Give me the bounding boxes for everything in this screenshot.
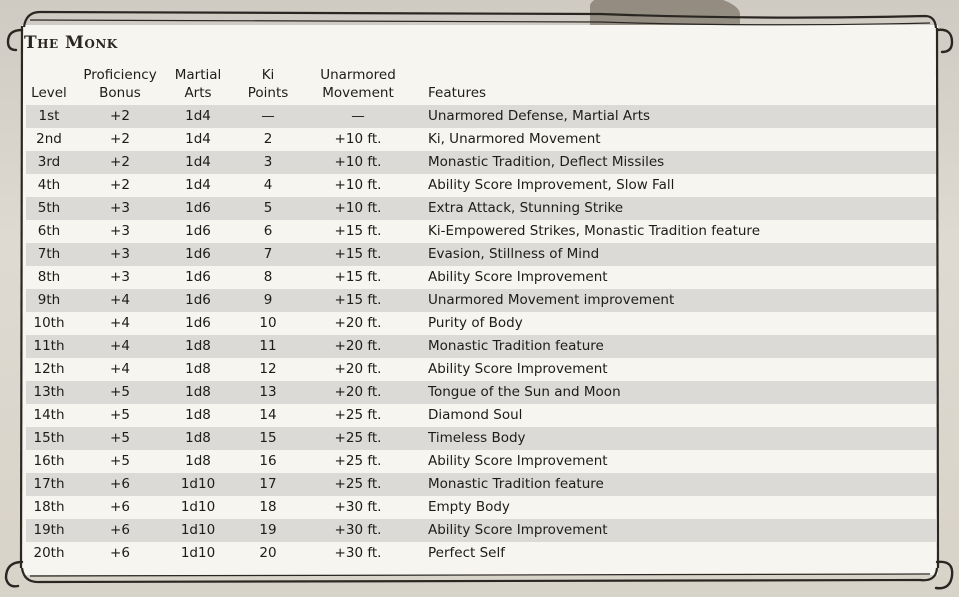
- cell-features: Unarmored Defense, Martial Arts: [408, 105, 936, 128]
- cell-proficiency: +2: [110, 177, 130, 193]
- cell-martial-arts: 1d6: [185, 269, 211, 285]
- cell-features: Purity of Body: [428, 315, 523, 331]
- cell-proficiency: +3: [72, 197, 168, 220]
- cell-martial-arts: 1d4: [168, 151, 228, 174]
- page-title: The Monk: [24, 33, 118, 53]
- column-header-features-label: Features: [428, 85, 487, 101]
- cell-proficiency: +2: [72, 105, 168, 128]
- cell-features: Tongue of the Sun and Moon: [408, 381, 936, 404]
- cell-ki-points: 12: [259, 361, 277, 377]
- cell-proficiency: +6: [72, 473, 168, 496]
- table-row: [26, 197, 936, 220]
- cell-movement: +10 ft.: [334, 131, 382, 147]
- cell-movement: +25 ft.: [308, 473, 408, 496]
- cell-ki-points: 19: [228, 519, 308, 542]
- cell-movement: +30 ft.: [334, 499, 382, 515]
- cell-ki-points: 3: [228, 151, 308, 174]
- cell-proficiency: +4: [110, 361, 130, 377]
- table-row: [26, 312, 936, 335]
- cell-level: 9th: [26, 289, 72, 312]
- cell-movement: +20 ft.: [334, 361, 382, 377]
- column-header-level-label: Level: [31, 85, 67, 101]
- cell-proficiency: +5: [72, 381, 168, 404]
- column-header-features: [408, 62, 936, 105]
- cell-martial-arts: 1d4: [168, 105, 228, 128]
- table-row: [26, 473, 936, 496]
- cell-martial-arts: 1d8: [168, 381, 228, 404]
- cell-martial-arts: 1d4: [185, 177, 211, 193]
- table-row: [26, 542, 936, 565]
- cell-features: Perfect Self: [428, 545, 505, 561]
- cell-movement: +15 ft.: [334, 269, 382, 285]
- table-row: [26, 266, 936, 289]
- cell-movement: +25 ft.: [334, 453, 382, 469]
- table-header: [26, 62, 936, 105]
- cell-features: Monastic Tradition feature: [408, 473, 936, 496]
- column-header-ki-line1: Ki: [261, 67, 275, 83]
- table-row: [26, 220, 936, 243]
- cell-proficiency: +4: [72, 289, 168, 312]
- table-row: [26, 174, 936, 197]
- cell-proficiency: +5: [72, 427, 168, 450]
- cell-features: Ability Score Improvement: [428, 453, 608, 469]
- cell-movement: +20 ft.: [334, 315, 382, 331]
- cell-movement: +25 ft.: [334, 407, 382, 423]
- cell-features: Ki, Unarmored Movement: [428, 131, 601, 147]
- cell-features: Empty Body: [428, 499, 510, 515]
- cell-movement: +30 ft.: [308, 519, 408, 542]
- cell-features: Ki-Empowered Strikes, Monastic Tradition feature: [428, 223, 760, 239]
- cell-level: 4th: [37, 177, 61, 193]
- cell-movement: +25 ft.: [308, 427, 408, 450]
- cell-ki-points: 16: [259, 453, 277, 469]
- cell-features: Monastic Tradition feature: [408, 335, 936, 358]
- cell-movement: +15 ft.: [308, 289, 408, 312]
- column-header-proficiency-line2: Bonus: [99, 85, 141, 101]
- cell-proficiency: +3: [110, 269, 130, 285]
- cell-level: 11th: [26, 335, 72, 358]
- cell-martial-arts: 1d10: [180, 499, 216, 515]
- column-header-ki: [228, 62, 308, 105]
- cell-movement: +30 ft.: [334, 545, 382, 561]
- table-row: [26, 381, 936, 404]
- cell-ki-points: 14: [259, 407, 277, 423]
- cell-level: 10th: [33, 315, 65, 331]
- cell-level: 5th: [26, 197, 72, 220]
- table-row: [26, 519, 936, 542]
- table-row: [26, 243, 936, 266]
- cell-martial-arts: 1d4: [185, 131, 211, 147]
- table-body: [26, 105, 936, 565]
- cell-features: Diamond Soul: [428, 407, 523, 423]
- cell-movement: +10 ft.: [334, 177, 382, 193]
- cell-proficiency: +4: [72, 335, 168, 358]
- cell-level: 14th: [33, 407, 65, 423]
- cell-martial-arts: 1d8: [168, 335, 228, 358]
- cell-features: Ability Score Improvement, Slow Fall: [428, 177, 675, 193]
- column-header-proficiency: [72, 62, 168, 105]
- cell-features: Ability Score Improvement: [428, 269, 608, 285]
- cell-movement: —: [308, 105, 408, 128]
- column-header-martial-arts-line1: Martial: [174, 67, 222, 83]
- header-row: [26, 62, 936, 105]
- cell-level: 15th: [26, 427, 72, 450]
- cell-level: 18th: [33, 499, 65, 515]
- cell-martial-arts: 1d10: [180, 545, 216, 561]
- cell-proficiency: +3: [72, 243, 168, 266]
- table-row: [26, 358, 936, 381]
- cell-level: 19th: [26, 519, 72, 542]
- cell-movement: +20 ft.: [308, 381, 408, 404]
- cell-martial-arts: 1d6: [185, 315, 211, 331]
- column-header-ki-line2: Points: [247, 85, 289, 101]
- cell-proficiency: +5: [110, 453, 130, 469]
- cell-martial-arts: 1d6: [168, 243, 228, 266]
- cell-level: 12th: [33, 361, 65, 377]
- cell-ki-points: 20: [259, 545, 277, 561]
- column-header-movement: [308, 62, 408, 105]
- cell-proficiency: +6: [72, 519, 168, 542]
- cell-martial-arts: 1d8: [185, 453, 211, 469]
- cell-martial-arts: 1d8: [168, 427, 228, 450]
- cell-level: 7th: [26, 243, 72, 266]
- cell-ki-points: 9: [228, 289, 308, 312]
- cell-ki-points: 2: [263, 131, 273, 147]
- cell-proficiency: +3: [110, 223, 130, 239]
- cell-level: 13th: [26, 381, 72, 404]
- cell-level: 3rd: [26, 151, 72, 174]
- cell-ki-points: —: [228, 105, 308, 128]
- cell-ki-points: 18: [259, 499, 277, 515]
- table-row: [26, 450, 936, 473]
- cell-proficiency: +4: [110, 315, 130, 331]
- column-header-movement-line1: Unarmored: [320, 67, 396, 83]
- table-row: [26, 105, 936, 128]
- cell-level: 8th: [37, 269, 61, 285]
- column-header-movement-line2: Movement: [322, 85, 394, 101]
- table-row: [26, 404, 936, 427]
- cell-martial-arts: 1d6: [185, 223, 211, 239]
- cell-level: 17th: [26, 473, 72, 496]
- cell-proficiency: +6: [110, 499, 130, 515]
- cell-features: Evasion, Stillness of Mind: [408, 243, 936, 266]
- cell-features: Ability Score Improvement: [408, 519, 936, 542]
- cell-movement: +15 ft.: [308, 243, 408, 266]
- cell-ki-points: 5: [228, 197, 308, 220]
- cell-ki-points: 11: [228, 335, 308, 358]
- cell-features: Timeless Body: [408, 427, 936, 450]
- cell-martial-arts: 1d8: [185, 407, 211, 423]
- cell-martial-arts: 1d6: [168, 289, 228, 312]
- cell-ki-points: 15: [228, 427, 308, 450]
- cell-martial-arts: 1d8: [185, 361, 211, 377]
- cell-ki-points: 17: [228, 473, 308, 496]
- table-row: [26, 335, 936, 358]
- cell-martial-arts: 1d6: [168, 197, 228, 220]
- table-row: [26, 427, 936, 450]
- cell-martial-arts: 1d10: [168, 519, 228, 542]
- cell-ki-points: 6: [263, 223, 273, 239]
- cell-ki-points: 10: [259, 315, 277, 331]
- table-row: [26, 289, 936, 312]
- cell-proficiency: +5: [110, 407, 130, 423]
- cell-martial-arts: 1d10: [168, 473, 228, 496]
- monk-level-table: [26, 62, 936, 565]
- cell-ki-points: 8: [263, 269, 273, 285]
- cell-level: 1st: [26, 105, 72, 128]
- cell-movement: +20 ft.: [308, 335, 408, 358]
- table-row: [26, 128, 936, 151]
- cell-ki-points: 7: [228, 243, 308, 266]
- cell-level: 16th: [33, 453, 65, 469]
- cell-level: 6th: [37, 223, 61, 239]
- cell-level: 20th: [33, 545, 65, 561]
- table-row: [26, 151, 936, 174]
- column-header-martial-arts: [168, 62, 228, 105]
- table-row: [26, 496, 936, 519]
- cell-level: 2nd: [36, 131, 62, 147]
- column-header-level: [26, 62, 72, 105]
- cell-features: Unarmored Movement improvement: [408, 289, 936, 312]
- column-header-proficiency-line1: Proficiency: [83, 67, 157, 83]
- cell-features: Extra Attack, Stunning Strike: [408, 197, 936, 220]
- cell-proficiency: +2: [110, 131, 130, 147]
- column-header-martial-arts-line2: Arts: [184, 85, 212, 101]
- cell-ki-points: 13: [228, 381, 308, 404]
- cell-movement: +15 ft.: [334, 223, 382, 239]
- cell-proficiency: +6: [110, 545, 130, 561]
- cell-movement: +10 ft.: [308, 151, 408, 174]
- cell-movement: +10 ft.: [308, 197, 408, 220]
- cell-proficiency: +2: [72, 151, 168, 174]
- cell-ki-points: 4: [263, 177, 273, 193]
- cell-features: Monastic Tradition, Deflect Missiles: [408, 151, 936, 174]
- cell-features: Ability Score Improvement: [428, 361, 608, 377]
